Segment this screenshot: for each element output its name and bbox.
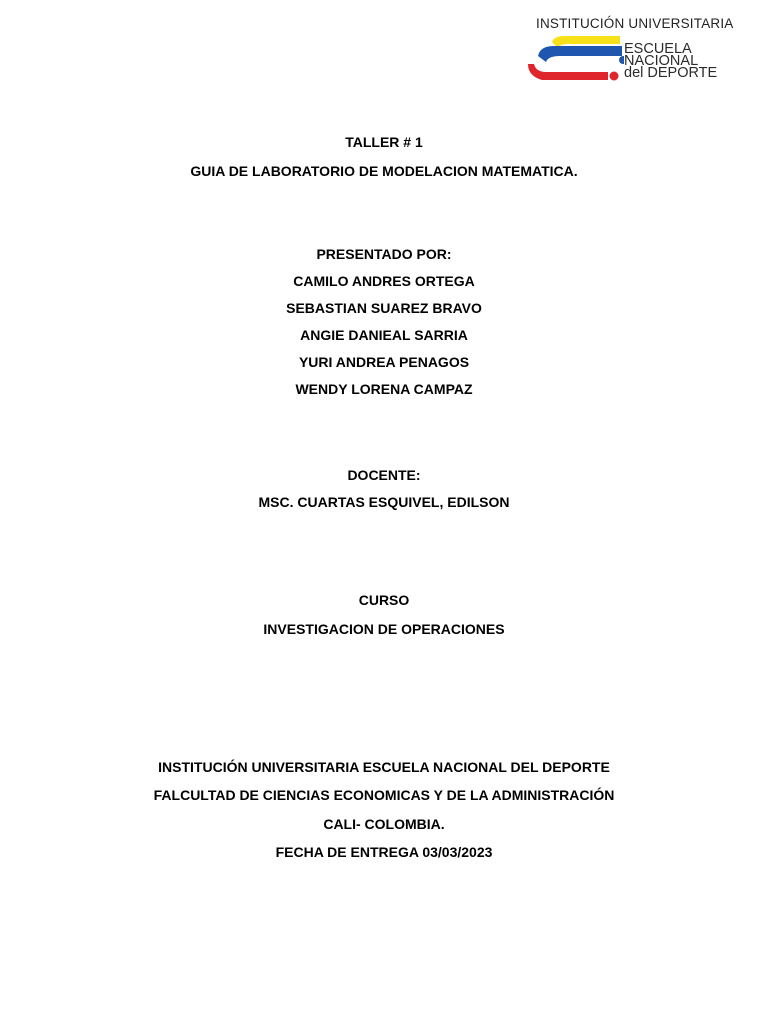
curso-name: INVESTIGACION DE OPERACIONES xyxy=(263,621,505,637)
logo-line-nacional: NACIONAL xyxy=(624,53,699,69)
student-name: SEBASTIAN SUAREZ BRAVO xyxy=(286,300,482,316)
student-name: YURI ANDREA PENAGOS xyxy=(298,354,470,370)
institution-logo xyxy=(524,14,744,88)
curso-label: CURSO xyxy=(358,592,410,608)
taller-title: TALLER # 1 xyxy=(345,134,423,150)
footer-ciudad: CALI- COLOMBIA. xyxy=(323,816,445,832)
logo-line-deporte: del DEPORTE xyxy=(624,65,718,81)
logo-stripes-icon xyxy=(524,34,624,88)
presentado-label: PRESENTADO POR: xyxy=(316,246,452,262)
footer-institucion: INSTITUCIÓN UNIVERSITARIA ESCUELA NACIONAL DEL DEPORTE xyxy=(158,759,610,775)
logo-top-text: INSTITUCIÓN UNIVERSITARIA xyxy=(536,16,734,31)
docente-label: DOCENTE: xyxy=(347,467,421,483)
footer-fecha: FECHA DE ENTREGA 03/03/2023 xyxy=(275,844,493,860)
student-name: WENDY LORENA CAMPAZ xyxy=(295,381,473,397)
logo-line-escuela: ESCUELA xyxy=(624,41,692,57)
footer-facultad: FALCULTAD DE CIENCIAS ECONOMICAS Y DE LA ADMINISTRACIÓN xyxy=(153,787,615,803)
docente-name: MSC. CUARTAS ESQUIVEL, EDILSON xyxy=(258,494,510,510)
guia-title: GUIA DE LABORATORIO DE MODELACION MATEMATICA. xyxy=(190,163,578,179)
student-name: CAMILO ANDRES ORTEGA xyxy=(293,273,475,289)
student-name: ANGIE DANIEAL SARRIA xyxy=(300,327,468,343)
